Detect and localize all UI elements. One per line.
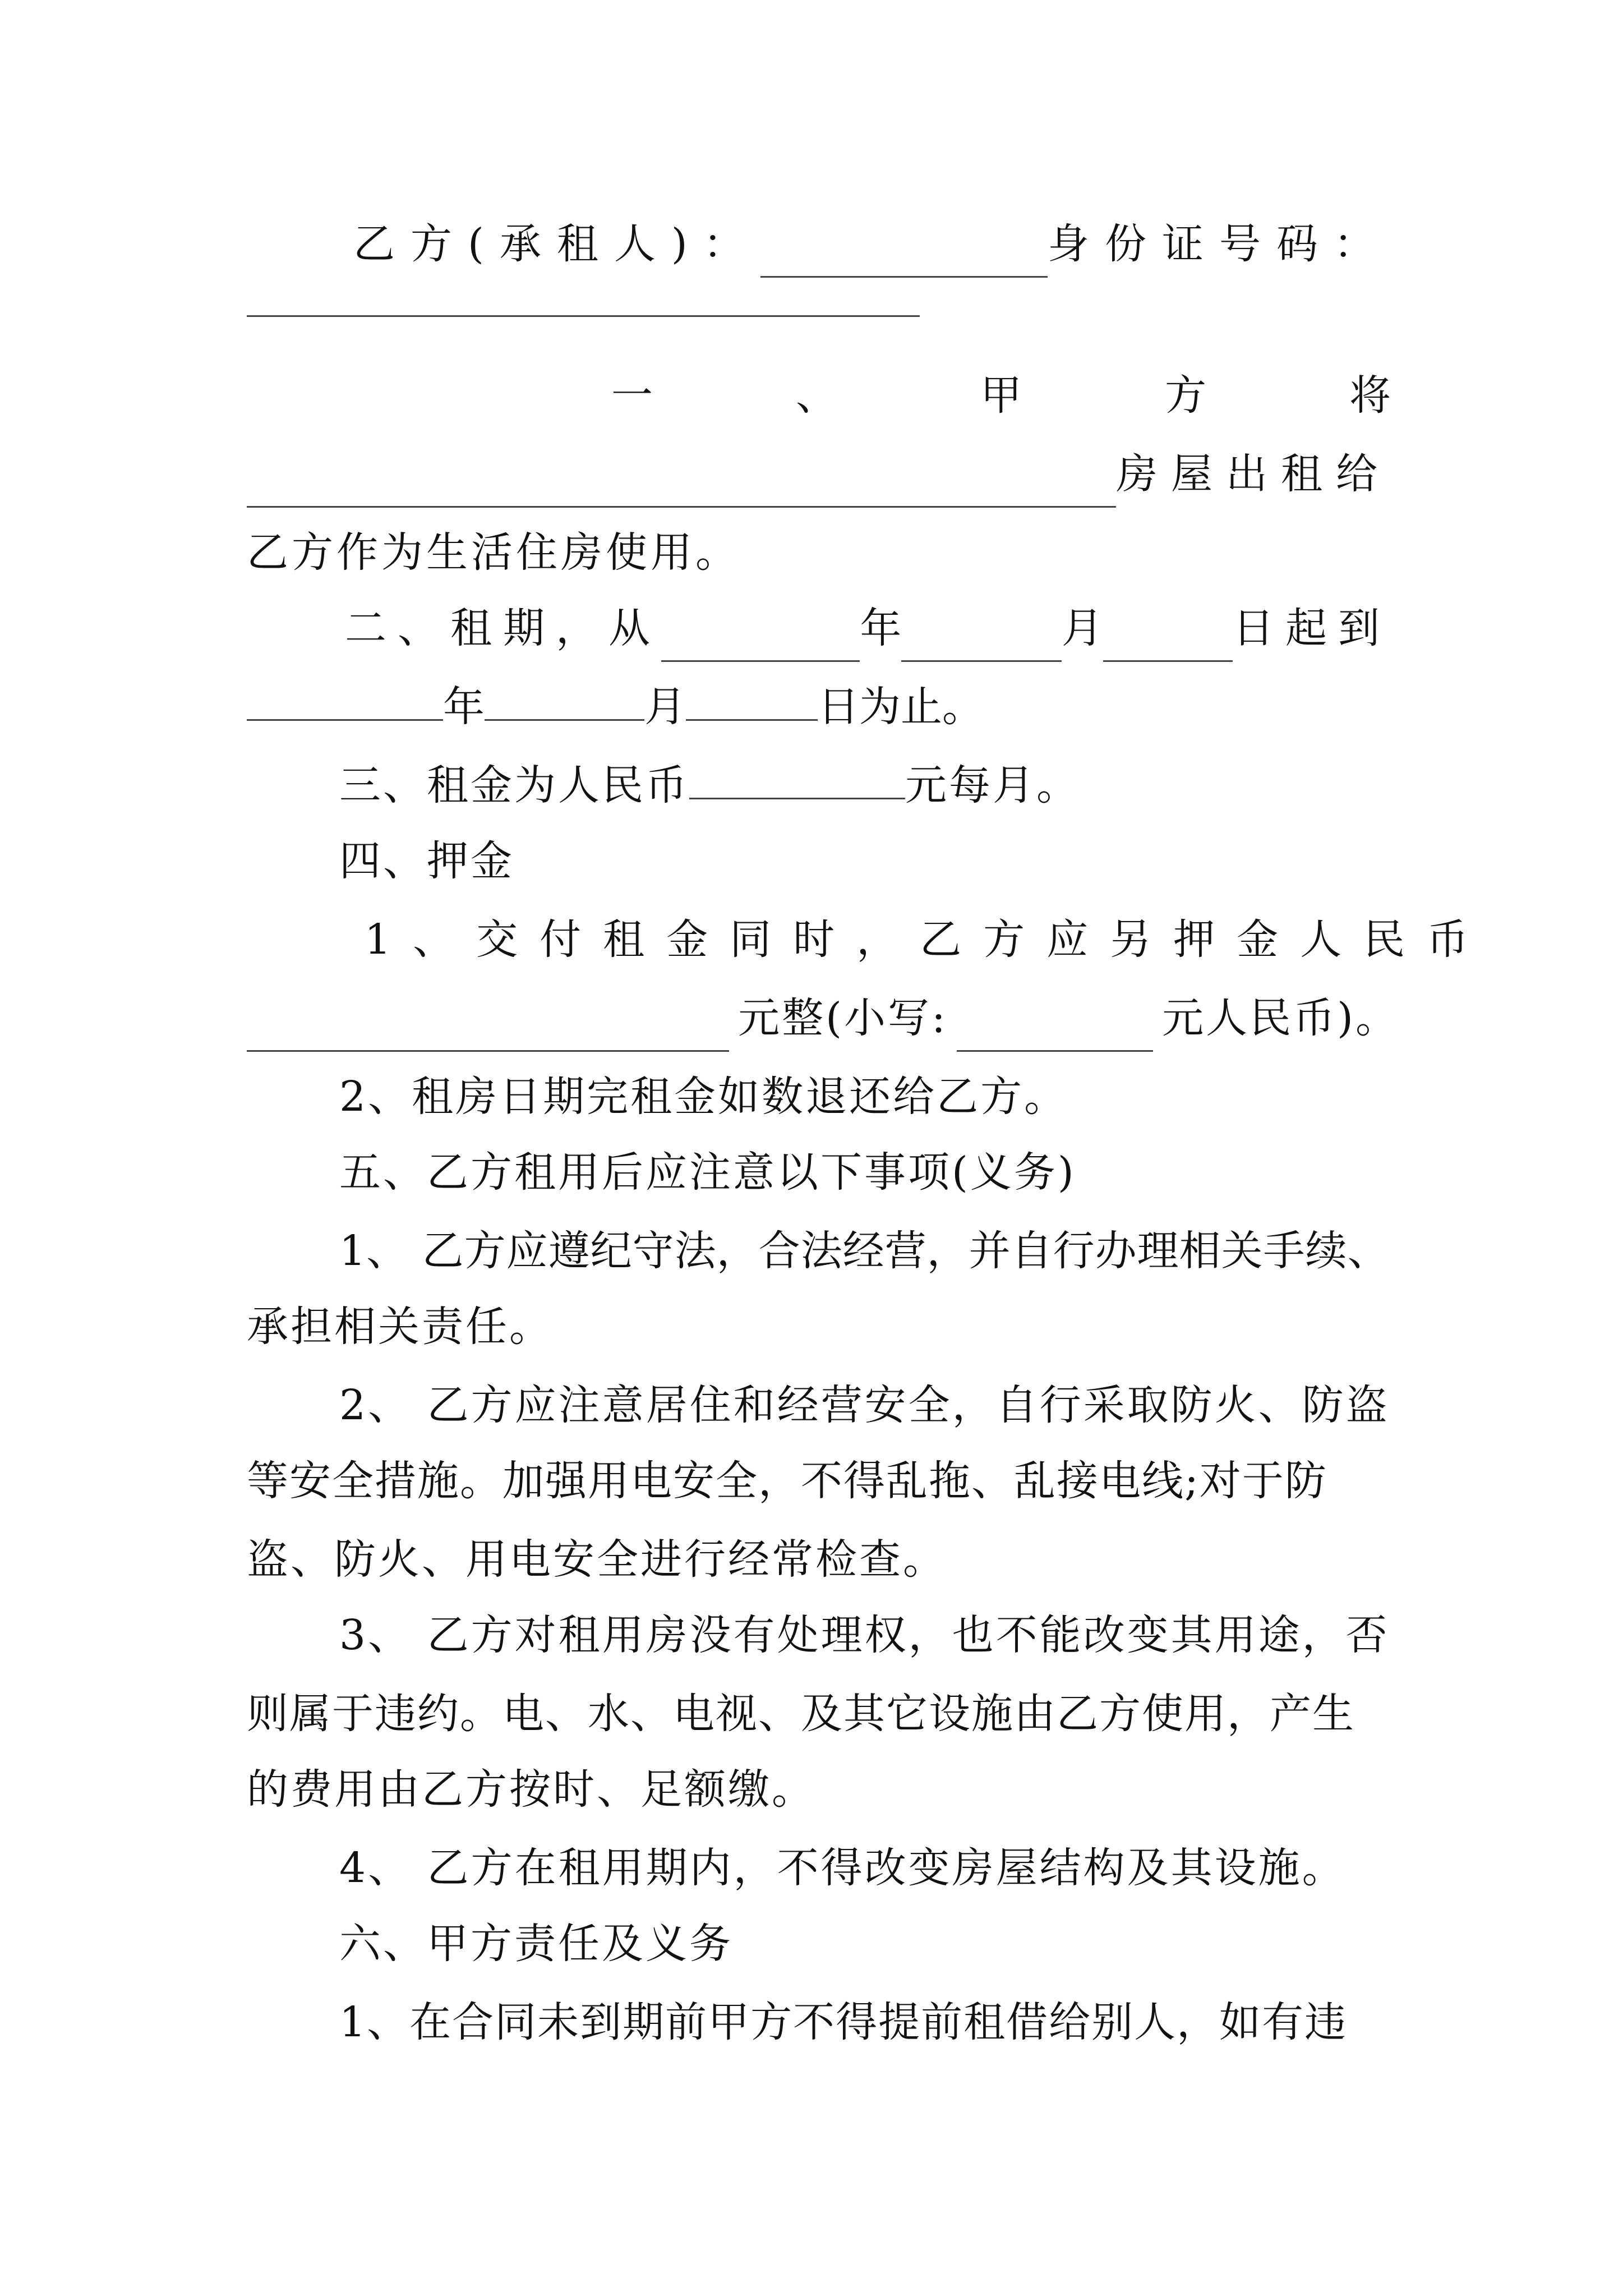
- property-address-field[interactable]: [247, 461, 1116, 508]
- party-a-duty-1-line: [339, 1989, 1391, 2056]
- clause-1-comma: 、: [796, 371, 837, 420]
- obligation-2-cont-text-2: 盗、防火、用电安全进行经常检查。: [247, 1535, 947, 1584]
- clause-1-jiang: 将: [1349, 371, 1391, 420]
- clause-1-fang: 方: [1165, 371, 1206, 420]
- property-address-line: [247, 440, 1391, 508]
- obligation-2-cont-line-2: [247, 1526, 1391, 1593]
- end-month-label: 月: [644, 683, 686, 731]
- start-day-field[interactable]: [1103, 615, 1233, 662]
- obligation-1-cont-text: 承担相关责任。: [247, 1303, 553, 1351]
- lease-term-line: [345, 595, 1391, 662]
- obligation-2-cont-line-1: [247, 1447, 1391, 1515]
- deposit-heading: 四、押金: [339, 837, 514, 885]
- rent-label: 三、租金为人民币: [339, 761, 689, 809]
- obligation-3-line: [339, 1602, 1391, 1669]
- deposit-clause-line: [365, 906, 1491, 973]
- start-month-field[interactable]: [901, 615, 1061, 662]
- clause-1-jia: 甲: [980, 371, 1022, 420]
- deposit-amount-line: [247, 984, 1399, 1052]
- rent-line: [339, 752, 1391, 819]
- obligation-3-text: 3、 乙方对租用房没有处理权，也不能改变其用途，否: [339, 1611, 1390, 1659]
- end-day-label: 日为止。: [818, 683, 984, 731]
- obligation-3-cont-text-1: 则属于违约。电、水、电视、及其它设施由乙方使用，产生: [247, 1690, 1355, 1738]
- party-b-line: [353, 210, 1391, 278]
- obligation-4-text: 4、 乙方在租用期内，不得改变房屋结构及其设施。: [339, 1844, 1346, 1892]
- deposit-refund-line: [339, 1063, 1391, 1130]
- id-number-field[interactable]: [247, 270, 920, 317]
- obligation-1-text: 1、 乙方应遵纪守法，合法经营，并自行办理相关手续、: [339, 1227, 1390, 1275]
- deposit-amount-label: 元整(小写:: [738, 994, 948, 1042]
- start-day-label: 日起到: [1233, 604, 1391, 652]
- start-year-field[interactable]: [661, 615, 860, 662]
- id-number-label: 身份证号码：: [1048, 220, 1391, 268]
- lease-term-label: 二、租期，从: [345, 604, 661, 652]
- obligation-2-text: 2、 乙方应注意居住和经营安全，自行采取防火、防盗: [339, 1381, 1390, 1429]
- obligation-3-cont-text-2: 的费用由乙方按时、足额缴。: [247, 1765, 815, 1814]
- party-a-duties-heading-line: [339, 1910, 1391, 1977]
- id-number-line: [247, 269, 1391, 337]
- end-day-field[interactable]: [686, 674, 818, 721]
- deposit-heading-line: [339, 827, 1391, 895]
- party-a-duties-heading: 六、甲方责任及义务: [339, 1920, 733, 1968]
- obligation-1-cont-line: [247, 1293, 1391, 1360]
- obligations-heading-line: [339, 1139, 1391, 1206]
- deposit-currency-label: 元人民币)。: [1162, 994, 1399, 1042]
- party-b-label: 乙方(承租人)：: [353, 220, 760, 268]
- usage-line: [247, 519, 1391, 586]
- start-month-label: 月: [1061, 604, 1103, 652]
- lease-to-text: 房屋出租给: [1116, 450, 1391, 498]
- obligation-2-line: [339, 1372, 1391, 1439]
- obligation-4-line: [339, 1834, 1391, 1902]
- end-year-field[interactable]: [247, 674, 443, 721]
- clause-1-numeral: 一: [611, 371, 653, 420]
- obligation-2-cont-text-1: 等安全措施。加强用电安全，不得乱拖、乱接电线;对于防: [247, 1457, 1327, 1505]
- deposit-amount-lower-field[interactable]: [957, 1005, 1153, 1052]
- lease-end-line: [247, 673, 1391, 740]
- party-a-duty-1-text: 1、在合同未到期前甲方不得提前租借给别人，如有违: [339, 1998, 1348, 2046]
- obligation-3-cont-line-1: [247, 1680, 1391, 1747]
- obligation-3-cont-line-2: [247, 1756, 1391, 1823]
- deposit-refund-text: 2、租房日期完租金如数退还给乙方。: [339, 1073, 1068, 1121]
- obligations-heading: 五、乙方租用后应注意以下事项(义务): [339, 1148, 1076, 1197]
- obligation-1-line: [339, 1217, 1391, 1285]
- end-month-field[interactable]: [485, 674, 644, 721]
- start-year-label: 年: [860, 604, 902, 652]
- usage-text: 乙方作为生活住房使用。: [247, 528, 740, 577]
- end-year-label: 年: [443, 683, 485, 731]
- rent-amount-field[interactable]: [689, 753, 905, 799]
- deposit-amount-field[interactable]: [247, 1005, 729, 1052]
- clause-1-heading-line: [611, 362, 1391, 429]
- deposit-clause-text: 1、交付租金同时，乙方应另押金人民币: [365, 915, 1491, 964]
- rent-unit: 元每月。: [905, 761, 1080, 809]
